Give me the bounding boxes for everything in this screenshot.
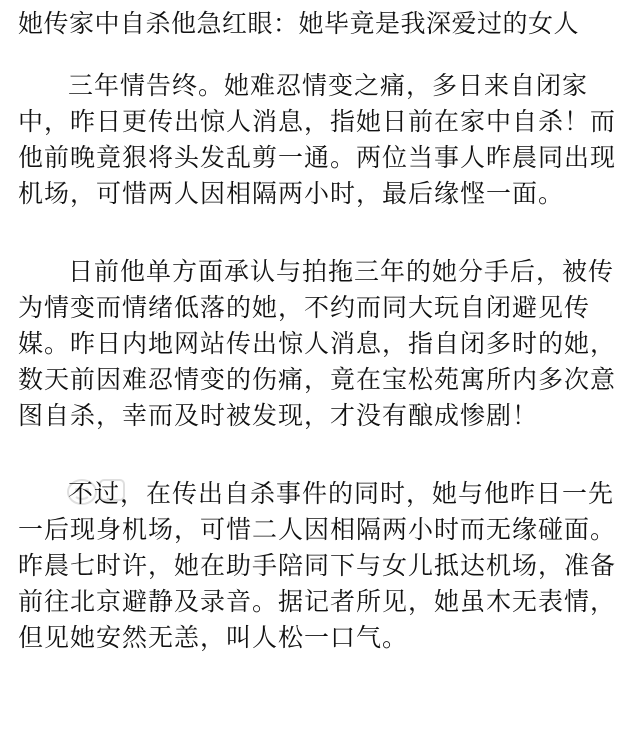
article-paragraph-3: 不过，在传出自杀事件的同时，她与他昨日一先一后现身机场，可惜二人因相隔两小时而无缘碰面。昨晨七时许，她在助手陪同下与女儿抵达机场，准备前往北京避静及录音。据记者所见，她虽木无表情，但见她安然无恙，叫人松一口气。 [18, 479, 617, 652]
article [18, 6, 628, 698]
article-paragraph-2: 日前他单方面承认与拍拖三年的她分手后，被传为情变而情绪低落的她，不约而同大玩自闭避见传媒。昨日内地网站传出惊人消息，指自闭多时的她，数天前因难忍情变的伤痛，竟在宝松苑寓所内多次意图自杀，幸而及时被发现，才没有酿成惨剧！ [18, 257, 617, 430]
article-title: 她传家中自杀他急红眼：她毕竟是我深爱过的女人 [18, 9, 580, 38]
article-paragraph-1: 三年情告终。她难忍情变之痛，多日来自闭家中，昨日更传出惊人消息，指她日前在家中自杀！而他前晚竟狠将头发乱剪一通。两位当事人昨晨同出现机场，可惜两人因相隔两小时，最后缘悭一面。 [18, 71, 617, 208]
watermark-icon [60, 470, 130, 510]
